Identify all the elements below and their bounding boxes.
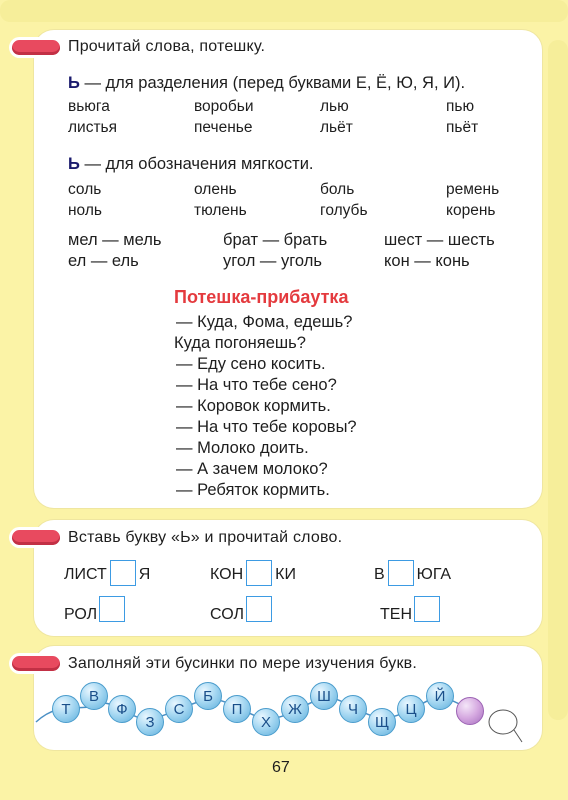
- poem-line: — Еду сено косить.: [176, 355, 326, 373]
- letter-bead: Ш: [310, 682, 338, 710]
- word: ноль: [68, 202, 102, 219]
- word-start: РОЛ: [64, 606, 98, 623]
- fill-instruction: Вставь букву «Ь» и прочитай слово.: [68, 529, 343, 546]
- beads-instruction: Заполняй эти бусинки по мере изучения букв.: [68, 655, 418, 672]
- word: льёт: [320, 119, 353, 136]
- letter-bead: П: [223, 695, 251, 723]
- letter-bead: Х: [252, 708, 280, 736]
- word-pair: шест — шесть: [384, 231, 495, 249]
- word-pair: ел — ель: [68, 252, 139, 270]
- word-pair: кон — конь: [384, 252, 470, 270]
- poem-line: — Коровок кормить.: [176, 397, 331, 415]
- word-start: КОН: [210, 566, 244, 583]
- end-bead: [456, 697, 484, 725]
- word: печенье: [194, 119, 253, 136]
- word: пью: [446, 98, 475, 115]
- page-number: 67: [272, 759, 290, 776]
- poem-line: — Куда, Фома, едешь?: [176, 313, 353, 331]
- word: листья: [68, 119, 118, 136]
- reading-instruction: Прочитай слова, потешку.: [68, 38, 266, 55]
- word-end: ЮГА: [416, 566, 452, 583]
- letter-bead: С: [165, 695, 193, 723]
- poem-line: — На что тебе сено?: [176, 376, 337, 394]
- word-end: Я: [138, 566, 151, 583]
- letter-bead: Т: [52, 695, 80, 723]
- word: ремень: [446, 181, 500, 198]
- word-pair: угол — уголь: [223, 252, 322, 270]
- letter-bead: З: [136, 708, 164, 736]
- poem-line: — А зачем молоко?: [176, 460, 328, 478]
- letter-bead: Ц: [397, 695, 425, 723]
- word: пьёт: [446, 119, 479, 136]
- letter-bead: Б: [194, 682, 222, 710]
- letter-bead: Щ: [368, 708, 396, 736]
- word-end: КИ: [275, 566, 296, 583]
- poem-line: Куда погоняешь?: [174, 334, 306, 352]
- word: голубь: [320, 202, 368, 219]
- word: воробьи: [194, 98, 254, 115]
- word-pair: мел — мель: [68, 231, 162, 249]
- word: соль: [68, 181, 102, 198]
- letter-bead: Ж: [281, 695, 309, 723]
- word: тюлень: [194, 202, 247, 219]
- poem-line: — Ребяток кормить.: [176, 481, 330, 499]
- poem-line: — Молоко доить.: [176, 439, 309, 457]
- word: корень: [446, 202, 496, 219]
- rule-text: — для разделения (перед буквами Е, Ё, Ю, Я, И).: [79, 74, 466, 92]
- poem-title: Потешка-прибаутка: [174, 287, 349, 307]
- word-start: В: [374, 566, 385, 583]
- word: олень: [194, 181, 237, 198]
- soft-sign-letter: Ь: [68, 74, 80, 92]
- word: лью: [320, 98, 349, 115]
- letter-bead: В: [80, 682, 108, 710]
- word-start: ЛИСТ: [64, 566, 107, 583]
- soft-sign-letter: Ь: [68, 155, 80, 173]
- letter-bead: Й: [426, 682, 454, 710]
- word-start: ТЕН: [380, 606, 412, 623]
- rule-text: — для обозначения мягкости.: [79, 155, 314, 173]
- poem-line: — На что тебе коровы?: [176, 418, 357, 436]
- letter-bead: Ф: [108, 695, 136, 723]
- word-start: СОЛ: [210, 606, 244, 623]
- word-pair: брат — брать: [223, 231, 328, 249]
- word: боль: [320, 181, 355, 198]
- word: вьюга: [68, 98, 110, 115]
- letter-bead: Ч: [339, 695, 367, 723]
